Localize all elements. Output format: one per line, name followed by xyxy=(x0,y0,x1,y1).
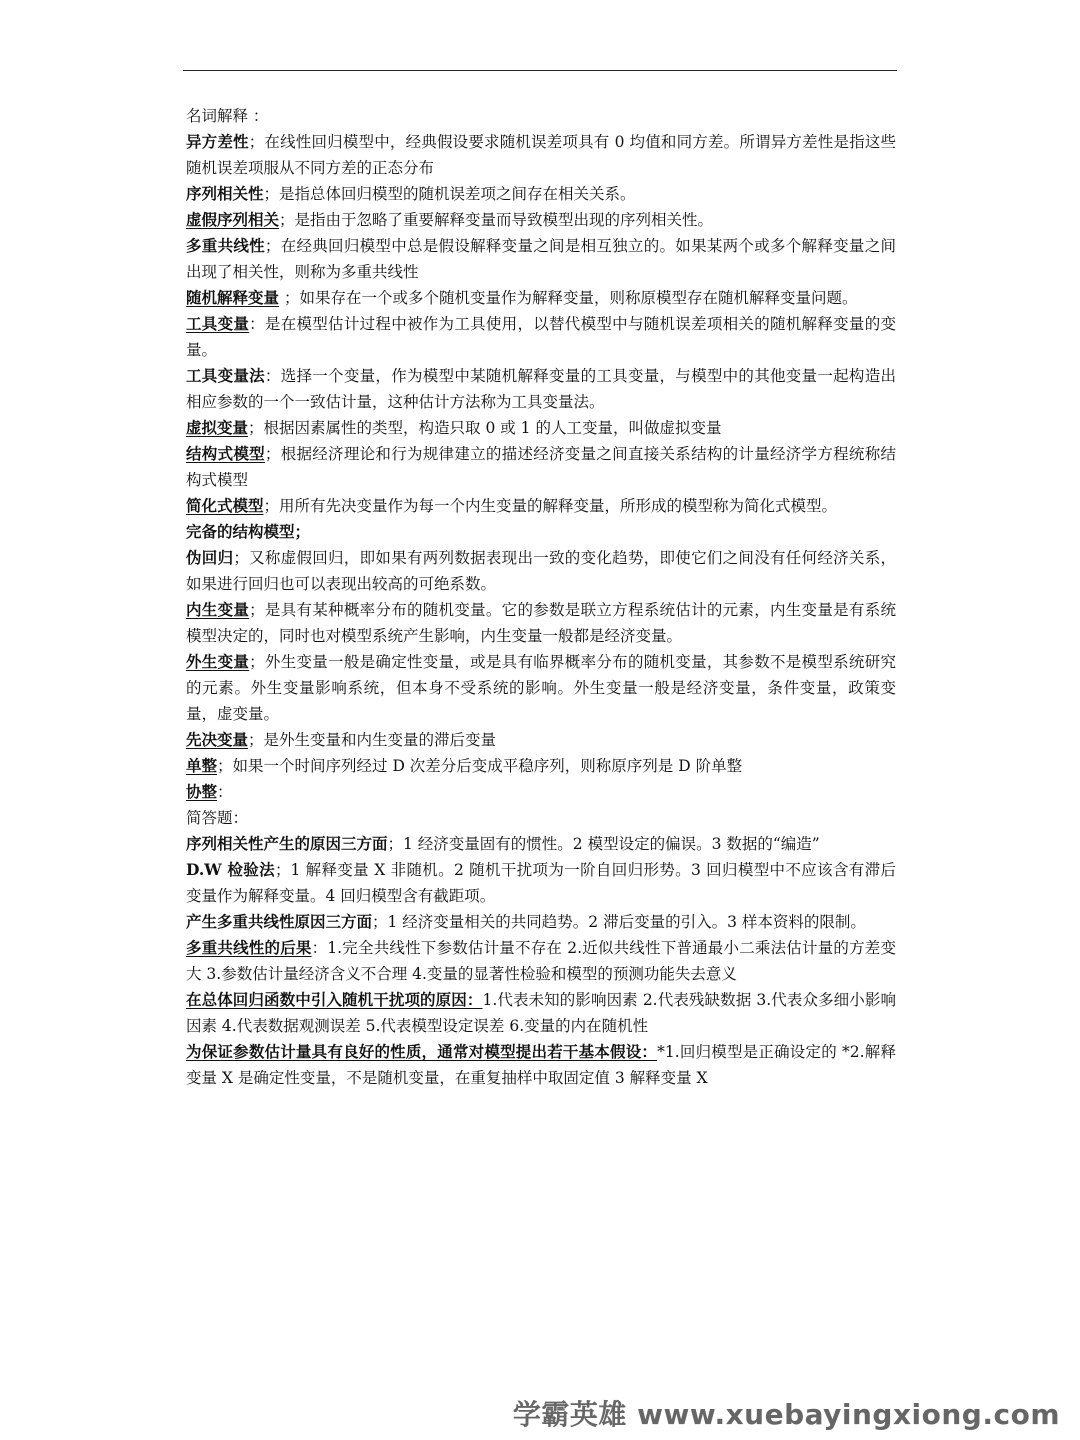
term-entry xyxy=(186,779,896,805)
qa-answer: ：1.完全共线性下参数估计量不存在 2.近似共线性下普通最小二乘法估计量的方差变大 3.参数估计量经济含义不合理 4.变量的显著性检验和模型的预测功能失去意义 xyxy=(186,939,896,983)
qa-answer: ；1 经济变量固有的惯性。2 模型设定的偏误。3 数据的“编造” xyxy=(387,835,820,853)
term-definition: ；是指由于忽略了重要解释变量而导致模型出现的序列相关性。 xyxy=(279,211,714,229)
qa-entry xyxy=(186,909,896,935)
qa-answer: ；1 解释变量 X 非随机。2 随机干扰项为一阶自回归形势。3 回归模型中不应该含有滞后变量作为解释变量。4 回归模型含有截距项。 xyxy=(186,861,896,905)
term-label: 完备的结构模型； xyxy=(186,522,311,541)
term-label: 结构式模型 xyxy=(186,444,265,463)
term-entry xyxy=(186,207,896,233)
document-body xyxy=(186,103,896,1091)
term-definition: ；如果一个时间序列经过 D 次差分后变成平稳序列，则称原序列是 D 阶单整 xyxy=(217,757,743,775)
term-label: 虚拟变量 xyxy=(186,418,249,437)
term-definition: ；在线性回归模型中，经典假设要求随机误差项具有 0 均值和同方差。所谓异方差性是指这些随机误差项服从不同方差的正态分布 xyxy=(186,133,896,177)
term-entry xyxy=(186,727,896,753)
term-definition: ；根据经济理论和行为规律建立的描述经济变量之间直接关系结构的计量经济学方程统称结构式模型 xyxy=(186,445,896,489)
term-entry xyxy=(186,649,896,727)
term-definition: ；用所有先决变量作为每一个内生变量的解释变量，所形成的模型称为简化式模型。 xyxy=(263,497,838,515)
term-entry xyxy=(186,493,896,519)
term-definition: ： xyxy=(217,783,233,801)
section-heading-short-answer: 简答题： xyxy=(186,809,249,827)
qa-entry xyxy=(186,1039,896,1091)
term-entry xyxy=(186,233,896,285)
term-definition: ；外生变量一般是确定性变量，或是具有临界概率分布的随机变量，其参数不是模型系统研究的元素。外生变量影响系统，但本身不受系统的影响。外生变量一般是经济变量，条件变量，政策变量，虚变量。 xyxy=(186,653,896,723)
term-entry xyxy=(186,415,896,441)
term-label: 随机解释变量 xyxy=(186,288,280,307)
term-definition: ；根据因素属性的类型，构造只取 0 或 1 的人工变量，叫做虚拟变量 xyxy=(248,419,722,437)
term-label: 外生变量 xyxy=(186,652,250,671)
term-definition: ；如果存在一个或多个随机变量作为解释变量，则称原模型存在随机解释变量问题。 xyxy=(279,289,858,307)
qa-answer: *1.回归模型是正确设定的 *2.解释变量 X 是确定性变量，不是随机变量，在重复抽样中取固定值 3 解释变量 X xyxy=(186,1043,896,1087)
term-entry xyxy=(186,363,896,415)
qa-entry xyxy=(186,935,896,987)
qa-answer: ；1 经济变量相关的共同趋势。2 滞后变量的引入。3 样本资料的限制。 xyxy=(372,913,866,931)
term-label: 序列相关性 xyxy=(186,184,264,203)
term-definition: ：选择一个变量，作为模型中某随机解释变量的工具变量，与模型中的其他变量一起构造出相应参数的一个一致估计量，这种估计方法称为工具变量法。 xyxy=(186,367,896,411)
term-entry xyxy=(186,545,896,597)
term-entry xyxy=(186,285,896,311)
qa-entry xyxy=(186,857,896,909)
term-label: 工具变量 xyxy=(186,314,250,333)
term-label: 伪回归 xyxy=(186,548,234,567)
term-definition: ；在经典回归模型中总是假设解释变量之间是相互独立的。如果某两个或多个解释变量之间出现了相关性，则称为多重共线性 xyxy=(186,237,896,281)
qa-question: 在总体回归函数中引入随机干扰项的原因： xyxy=(186,990,483,1009)
term-label: 多重共线性 xyxy=(186,236,265,255)
term-entry xyxy=(186,129,896,181)
term-label: 虚假序列相关 xyxy=(186,210,280,229)
qa-question: 多重共线性的后果 xyxy=(186,938,312,957)
qa-entry xyxy=(186,831,896,857)
term-label: 单整 xyxy=(186,756,218,775)
term-label: 异方差性 xyxy=(186,132,249,151)
qa-entry xyxy=(186,987,896,1039)
term-entry xyxy=(186,753,896,779)
site-watermark: 学霸英雄 www.xuebayingxiong.com xyxy=(512,1398,1060,1431)
term-definition: ；是外生变量和内生变量的滞后变量 xyxy=(248,731,497,749)
term-label: 协整 xyxy=(186,782,218,801)
term-label: 工具变量法 xyxy=(186,366,265,385)
term-label: 简化式模型 xyxy=(186,496,264,515)
qa-question: D.W 检验法 xyxy=(186,860,275,879)
term-entry xyxy=(186,181,896,207)
qa-answer: 1.代表未知的影响因素 2.代表残缺数据 3.代表众多细小影响因素 4.代表数据观测误差 5.代表模型设定误差 6.变量的内在随机性 xyxy=(186,991,896,1035)
term-definition: ：是在模型估计过程中被作为工具使用，以替代模型中与随机误差项相关的随机解释变量的变量。 xyxy=(186,315,896,359)
term-entry xyxy=(186,597,896,649)
term-entry xyxy=(186,441,896,493)
term-definition: ；是指总体回归模型的随机误差项之间存在相关关系。 xyxy=(263,185,636,203)
term-label: 内生变量 xyxy=(186,600,250,619)
term-label: 先决变量 xyxy=(186,730,249,749)
header-rule xyxy=(183,70,897,71)
qa-question: 产生多重共线性原因三方面 xyxy=(186,912,373,931)
qa-question: 序列相关性产生的原因三方面 xyxy=(186,834,388,853)
section-heading-terms: 名词解释 ： xyxy=(186,107,269,125)
term-definition: ；又称虚假回归，即如果有两列数据表现出一致的变化趋势，即使它们之间没有任何经济关系，如果进行回归也可以表现出较高的可绝系数。 xyxy=(186,549,896,593)
term-definition: ；是具有某种概率分布的随机变量。它的参数是联立方程系统估计的元素，内生变量是有系统模型决定的，同时也对模型系统产生影响，内生变量一般都是经济变量。 xyxy=(186,601,896,645)
term-entry xyxy=(186,311,896,363)
term-entry xyxy=(186,519,896,545)
qa-question: 为保证参数估计量具有良好的性质，通常对模型提出若干基本假设： xyxy=(186,1042,658,1061)
